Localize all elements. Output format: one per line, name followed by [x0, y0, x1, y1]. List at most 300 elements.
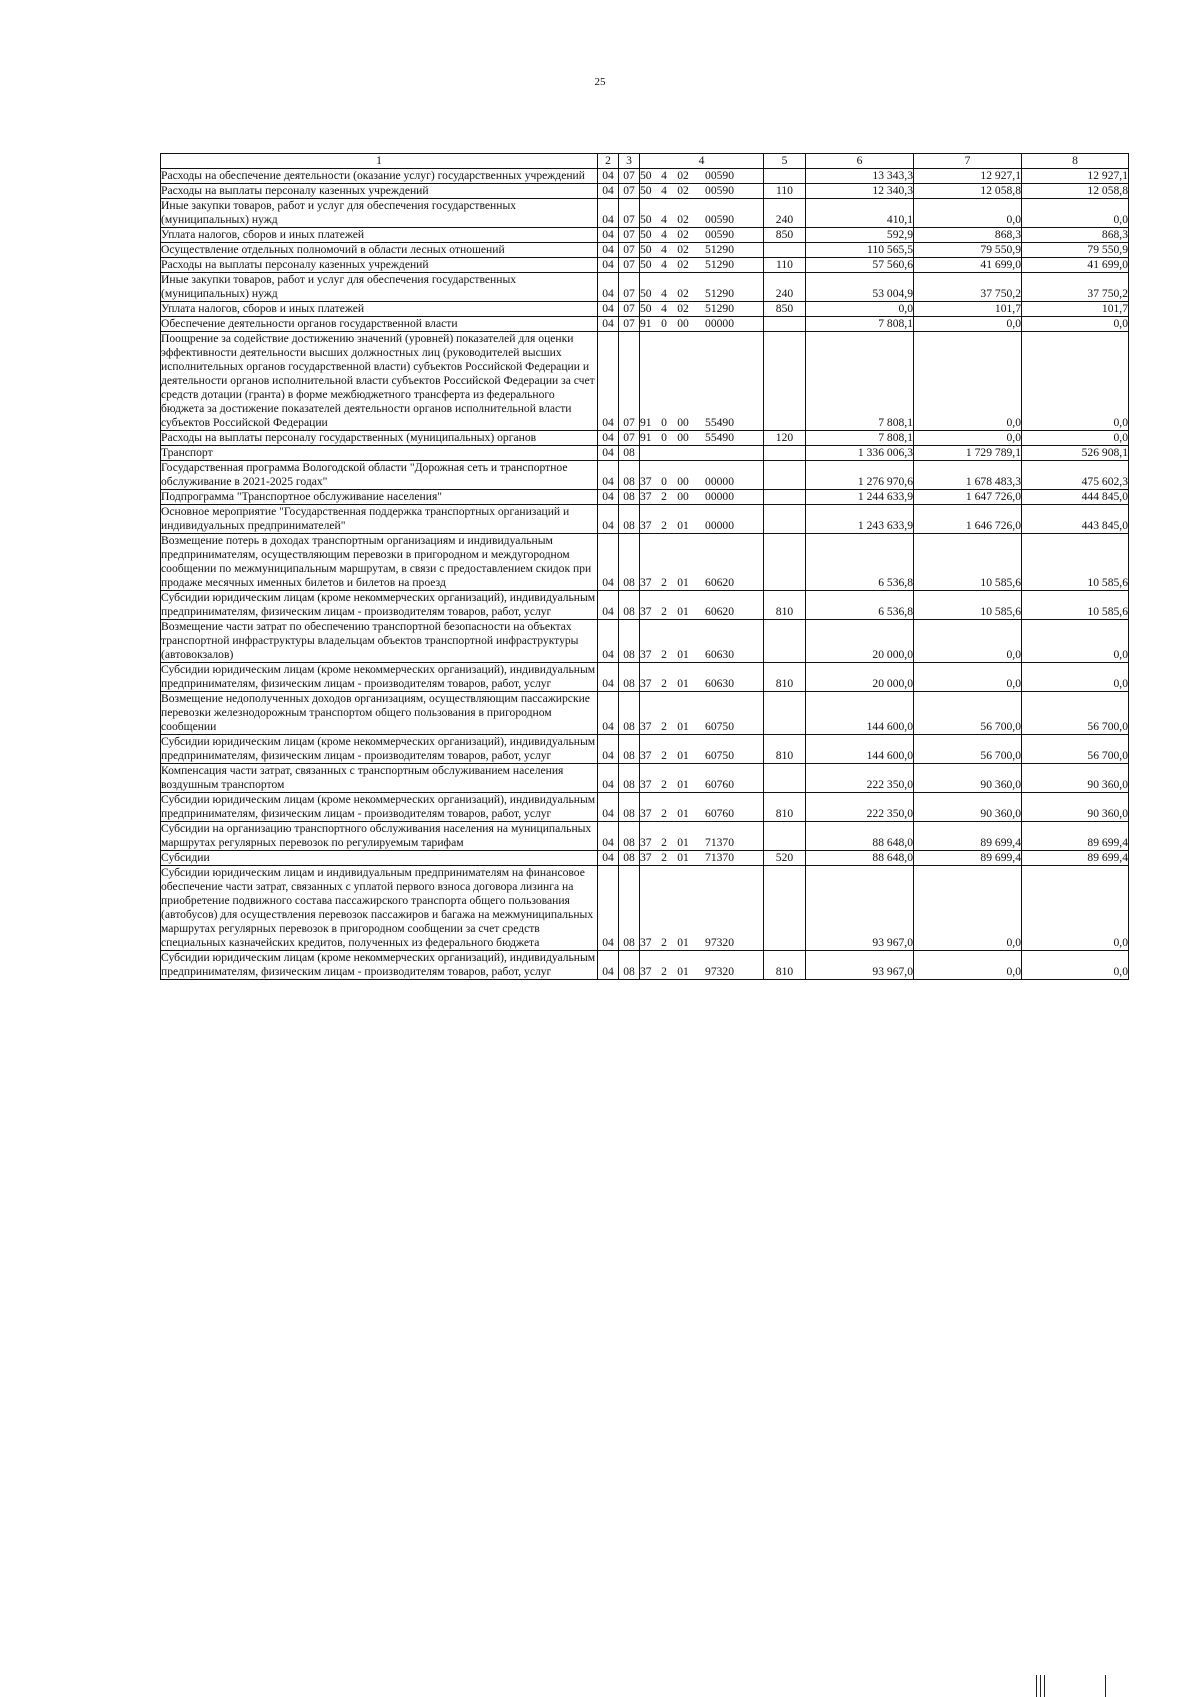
activity-code: 00 [677, 431, 689, 444]
expense-type-code: 810 [764, 663, 806, 692]
amount-col-7: 101,7 [914, 302, 1022, 317]
expense-type-code: 810 [764, 591, 806, 620]
direction-code: 71370 [705, 836, 734, 849]
subprogram-code: 2 [661, 677, 667, 690]
subsection-code: 07 [619, 258, 640, 273]
column-header-7: 7 [914, 154, 1022, 169]
amount-col-7: 1 729 789,1 [914, 446, 1022, 461]
subprogram-code: 2 [661, 749, 667, 762]
target-article-code [640, 169, 764, 184]
header-row [161, 154, 1129, 169]
row-name: Обеспечение деятельности органов государственной власти [161, 317, 598, 332]
expense-type-code: 810 [764, 951, 806, 980]
amount-col-7: 37 750,2 [914, 273, 1022, 302]
amount-col-6: 1 243 633,9 [806, 505, 914, 534]
direction-code: 60630 [705, 677, 734, 690]
row-name: Компенсация части затрат, связанных с транспортным обслуживанием населения воздушным транспортом [161, 764, 598, 793]
row-name: Основное мероприятие "Государственная поддержка транспортных организаций и индивидуальных предпринимателей" [161, 505, 598, 534]
amount-col-7: 0,0 [914, 866, 1022, 951]
section-code: 04 [598, 169, 619, 184]
amount-col-7: 0,0 [914, 199, 1022, 228]
activity-code: 02 [677, 184, 689, 197]
table-row [161, 199, 1129, 228]
section-code: 04 [598, 302, 619, 317]
subsection-code: 08 [619, 866, 640, 951]
program-code: 50 [640, 169, 652, 182]
subprogram-code: 4 [661, 169, 667, 182]
subsection-code: 07 [619, 332, 640, 431]
amount-col-6: 7 808,1 [806, 332, 914, 431]
expense-type-code: 240 [764, 199, 806, 228]
table-row [161, 505, 1129, 534]
subsection-code: 07 [619, 273, 640, 302]
section-code: 04 [598, 822, 619, 851]
amount-col-6: 20 000,0 [806, 620, 914, 663]
expense-type-code: 850 [764, 228, 806, 243]
subsection-code: 08 [619, 951, 640, 980]
target-article-code [640, 951, 764, 980]
activity-code: 01 [677, 851, 689, 864]
amount-col-8: 0,0 [1022, 663, 1129, 692]
subprogram-code: 4 [661, 184, 667, 197]
subsection-code: 07 [619, 228, 640, 243]
table-row [161, 591, 1129, 620]
row-name: Транспорт [161, 446, 598, 461]
activity-code: 01 [677, 936, 689, 949]
expense-type-code [764, 461, 806, 490]
subsection-code: 08 [619, 663, 640, 692]
table-row [161, 490, 1129, 505]
table-row [161, 258, 1129, 273]
subsection-code: 08 [619, 461, 640, 490]
amount-col-8: 10 585,6 [1022, 591, 1129, 620]
expense-type-code [764, 317, 806, 332]
expense-type-code: 520 [764, 851, 806, 866]
amount-col-8: 12 058,8 [1022, 184, 1129, 199]
expense-type-code [764, 169, 806, 184]
subsection-code: 08 [619, 620, 640, 663]
direction-code: 60760 [705, 807, 734, 820]
section-code: 04 [598, 505, 619, 534]
expense-type-code [764, 332, 806, 431]
target-article-code [640, 851, 764, 866]
table-row [161, 332, 1129, 431]
section-code: 04 [598, 735, 619, 764]
row-name: Возмещение потерь в доходах транспортным организациям и индивидуальным предпринимателям, осуществляющим перевозки в пригородном и междугородном сообщении по межмуниципальным маршрутам, в связи с предоставлением скидок при продаже месячных именных билетов и билетов на проезд [161, 534, 598, 591]
table-row [161, 663, 1129, 692]
row-name: Иные закупки товаров, работ и услуг для обеспечения государственных (муниципальных) нужд [161, 199, 598, 228]
target-article-code [640, 692, 764, 735]
amount-col-8: 90 360,0 [1022, 764, 1129, 793]
row-name: Субсидии юридическим лицам (кроме некоммерческих организаций), индивидуальным предпринимателям, физическим лицам - производителям товаров, работ, услуг [161, 951, 598, 980]
activity-code: 01 [677, 720, 689, 733]
amount-col-6: 20 000,0 [806, 663, 914, 692]
table-row [161, 822, 1129, 851]
program-code: 37 [640, 965, 652, 978]
amount-col-7: 79 550,9 [914, 243, 1022, 258]
target-article-code [640, 273, 764, 302]
program-code: 50 [640, 243, 652, 256]
expense-type-code: 110 [764, 184, 806, 199]
amount-col-7: 0,0 [914, 951, 1022, 980]
amount-col-8: 90 360,0 [1022, 793, 1129, 822]
amount-col-8: 10 585,6 [1022, 534, 1129, 591]
subprogram-code: 2 [661, 519, 667, 532]
program-code: 37 [640, 836, 652, 849]
amount-col-6: 53 004,9 [806, 273, 914, 302]
row-name: Расходы на обеспечение деятельности (оказание услуг) государственных учреждений [161, 169, 598, 184]
table-body [161, 169, 1129, 980]
activity-code: 02 [677, 243, 689, 256]
amount-col-6: 592,9 [806, 228, 914, 243]
amount-col-7: 41 699,0 [914, 258, 1022, 273]
amount-col-6: 6 536,8 [806, 534, 914, 591]
row-name: Субсидии юридическим лицам (кроме некоммерческих организаций), индивидуальным предпринимателям, физическим лицам - производителям товаров, работ, услуг [161, 735, 598, 764]
target-article-code [640, 199, 764, 228]
amount-col-7: 10 585,6 [914, 534, 1022, 591]
column-header-8: 8 [1022, 154, 1129, 169]
amount-col-7: 0,0 [914, 332, 1022, 431]
amount-col-6: 57 560,6 [806, 258, 914, 273]
target-article-code [640, 302, 764, 317]
section-code: 04 [598, 431, 619, 446]
activity-code: 02 [677, 302, 689, 315]
row-name: Расходы на выплаты персоналу казенных учреждений [161, 184, 598, 199]
activity-code: 00 [677, 416, 689, 429]
amount-col-6: 7 808,1 [806, 431, 914, 446]
activity-code: 01 [677, 648, 689, 661]
scan-mark [1044, 1675, 1045, 1697]
target-article-code [640, 866, 764, 951]
amount-col-8: 37 750,2 [1022, 273, 1129, 302]
subprogram-code: 4 [661, 287, 667, 300]
program-code: 50 [640, 228, 652, 241]
subprogram-code: 4 [661, 213, 667, 226]
amount-col-8: 444 845,0 [1022, 490, 1129, 505]
amount-col-6: 93 967,0 [806, 866, 914, 951]
program-code: 37 [640, 807, 652, 820]
subsection-code: 08 [619, 692, 640, 735]
scan-mark [1036, 1675, 1037, 1697]
subsection-code: 08 [619, 534, 640, 591]
section-code: 04 [598, 764, 619, 793]
subprogram-code: 2 [661, 836, 667, 849]
table-row [161, 764, 1129, 793]
program-code: 91 [640, 431, 652, 444]
column-header-4: 4 [640, 154, 764, 169]
amount-col-7: 0,0 [914, 663, 1022, 692]
target-article-code [640, 663, 764, 692]
amount-col-7: 0,0 [914, 620, 1022, 663]
direction-code: 00590 [705, 184, 734, 197]
row-name: Уплата налогов, сборов и иных платежей [161, 228, 598, 243]
program-code: 37 [640, 749, 652, 762]
subprogram-code: 2 [661, 851, 667, 864]
row-name: Возмещение части затрат по обеспечению транспортной безопасности на объектах транспортной инфраструктуры владельцам объектов транспортной инфраструктуры (автовокзалов) [161, 620, 598, 663]
column-header-2: 2 [598, 154, 619, 169]
section-code: 04 [598, 273, 619, 302]
section-code: 04 [598, 184, 619, 199]
direction-code: 00000 [705, 519, 734, 532]
direction-code: 51290 [705, 302, 734, 315]
program-code: 91 [640, 416, 652, 429]
target-article-code [640, 591, 764, 620]
activity-code: 01 [677, 778, 689, 791]
direction-code: 55490 [705, 416, 734, 429]
row-name: Возмещение недополученных доходов организациям, осуществляющим пассажирские перевозки железнодорожным транспортом общего пользования в пригородном сообщении [161, 692, 598, 735]
target-article-code [640, 822, 764, 851]
table-row [161, 793, 1129, 822]
target-article-code [640, 431, 764, 446]
program-code: 37 [640, 519, 652, 532]
amount-col-8: 101,7 [1022, 302, 1129, 317]
activity-code: 01 [677, 807, 689, 820]
amount-col-8: 0,0 [1022, 431, 1129, 446]
amount-col-7: 0,0 [914, 317, 1022, 332]
section-code: 04 [598, 258, 619, 273]
subsection-code: 07 [619, 302, 640, 317]
amount-col-8: 0,0 [1022, 620, 1129, 663]
subsection-code: 07 [619, 169, 640, 184]
row-name: Расходы на выплаты персоналу казенных учреждений [161, 258, 598, 273]
program-code: 37 [640, 720, 652, 733]
amount-col-8: 56 700,0 [1022, 735, 1129, 764]
table-row [161, 851, 1129, 866]
section-code: 04 [598, 663, 619, 692]
amount-col-7: 89 699,4 [914, 851, 1022, 866]
section-code: 04 [598, 692, 619, 735]
subsection-code: 07 [619, 184, 640, 199]
amount-col-8: 12 927,1 [1022, 169, 1129, 184]
target-article-code [640, 620, 764, 663]
target-article-code [640, 534, 764, 591]
amount-col-8: 0,0 [1022, 951, 1129, 980]
amount-col-7: 56 700,0 [914, 735, 1022, 764]
table-row [161, 866, 1129, 951]
section-code: 04 [598, 951, 619, 980]
subsection-code: 08 [619, 591, 640, 620]
column-header-6: 6 [806, 154, 914, 169]
table-row [161, 461, 1129, 490]
table-row [161, 302, 1129, 317]
amount-col-7: 12 927,1 [914, 169, 1022, 184]
activity-code: 01 [677, 749, 689, 762]
section-code: 04 [598, 199, 619, 228]
table-row [161, 317, 1129, 332]
subsection-code: 07 [619, 431, 640, 446]
target-article-code [640, 184, 764, 199]
program-code: 37 [640, 648, 652, 661]
target-article-code [640, 490, 764, 505]
row-name: Субсидии юридическим лицам и индивидуальным предпринимателям на финансовое обеспечение части затрат, связанных с уплатой первого взноса договора лизинга на приобретение подвижного состава пассажирского транспорта общего пользования (автобусов) для осуществления перевозок пассажиров и багажа на межмуниципальных маршрутах регулярных перевозок в пригородном сообщении за счет средств специальных казначейских кредитов, полученных из федерального бюджета [161, 866, 598, 951]
expense-type-code: 120 [764, 431, 806, 446]
table-row [161, 951, 1129, 980]
subprogram-code: 2 [661, 936, 667, 949]
amount-col-6: 222 350,0 [806, 793, 914, 822]
section-code: 04 [598, 591, 619, 620]
activity-code: 01 [677, 576, 689, 589]
subprogram-code: 2 [661, 490, 667, 503]
subprogram-code: 2 [661, 778, 667, 791]
activity-code: 01 [677, 605, 689, 618]
section-code: 04 [598, 228, 619, 243]
amount-col-8: 0,0 [1022, 866, 1129, 951]
subsection-code: 08 [619, 735, 640, 764]
activity-code: 00 [677, 490, 689, 503]
target-article-code [640, 332, 764, 431]
amount-col-8: 0,0 [1022, 332, 1129, 431]
column-header-5: 5 [764, 154, 806, 169]
amount-col-8: 526 908,1 [1022, 446, 1129, 461]
amount-col-6: 1 276 970,6 [806, 461, 914, 490]
row-name: Субсидии юридическим лицам (кроме некоммерческих организаций), индивидуальным предпринимателям, физическим лицам - производителям товаров, работ, услуг [161, 591, 598, 620]
table-row [161, 692, 1129, 735]
activity-code: 01 [677, 677, 689, 690]
program-code: 50 [640, 302, 652, 315]
section-code: 04 [598, 317, 619, 332]
scan-mark [1105, 1675, 1106, 1697]
direction-code: 60750 [705, 720, 734, 733]
amount-col-8: 56 700,0 [1022, 692, 1129, 735]
program-code: 37 [640, 677, 652, 690]
subprogram-code: 4 [661, 228, 667, 241]
program-code: 37 [640, 778, 652, 791]
activity-code: 00 [677, 475, 689, 488]
section-code: 04 [598, 243, 619, 258]
amount-col-6: 13 343,3 [806, 169, 914, 184]
table-row [161, 184, 1129, 199]
direction-code: 97320 [705, 936, 734, 949]
direction-code: 00590 [705, 169, 734, 182]
amount-col-8: 475 602,3 [1022, 461, 1129, 490]
direction-code: 00590 [705, 213, 734, 226]
amount-col-6: 410,1 [806, 199, 914, 228]
direction-code: 00590 [705, 228, 734, 241]
amount-col-7: 1 646 726,0 [914, 505, 1022, 534]
expense-type-code [764, 620, 806, 663]
program-code: 37 [640, 936, 652, 949]
column-header-1: 1 [161, 154, 598, 169]
row-name: Субсидии юридическим лицам (кроме некоммерческих организаций), индивидуальным предпринимателям, физическим лицам - производителям товаров, работ, услуг [161, 793, 598, 822]
subsection-code: 08 [619, 490, 640, 505]
target-article-code [640, 764, 764, 793]
table-row [161, 735, 1129, 764]
activity-code: 02 [677, 213, 689, 226]
target-article-code [640, 793, 764, 822]
subprogram-code: 0 [661, 475, 667, 488]
activity-code: 01 [677, 519, 689, 532]
expense-type-code [764, 446, 806, 461]
subprogram-code: 2 [661, 807, 667, 820]
amount-col-6: 1 336 006,3 [806, 446, 914, 461]
target-article-code [640, 317, 764, 332]
target-article-code [640, 505, 764, 534]
target-article-code [640, 258, 764, 273]
expense-type-code [764, 866, 806, 951]
section-code: 04 [598, 534, 619, 591]
activity-code: 02 [677, 287, 689, 300]
activity-code: 02 [677, 258, 689, 271]
amount-col-7: 12 058,8 [914, 184, 1022, 199]
amount-col-8: 868,3 [1022, 228, 1129, 243]
subsection-code: 08 [619, 822, 640, 851]
program-code: 37 [640, 576, 652, 589]
amount-col-7: 1 647 726,0 [914, 490, 1022, 505]
subprogram-code: 2 [661, 576, 667, 589]
direction-code: 71370 [705, 851, 734, 864]
activity-code: 01 [677, 965, 689, 978]
expense-type-code: 810 [764, 735, 806, 764]
row-name: Субсидии юридическим лицам (кроме некоммерческих организаций), индивидуальным предпринимателям, физическим лицам - производителям товаров, работ, услуг [161, 663, 598, 692]
amount-col-7: 0,0 [914, 431, 1022, 446]
direction-code: 60620 [705, 576, 734, 589]
subprogram-code: 0 [661, 317, 667, 330]
expense-type-code: 240 [764, 273, 806, 302]
direction-code: 51290 [705, 258, 734, 271]
direction-code: 60750 [705, 749, 734, 762]
table-row [161, 273, 1129, 302]
direction-code: 60620 [705, 605, 734, 618]
table-row [161, 169, 1129, 184]
subsection-code: 07 [619, 199, 640, 228]
expense-type-code [764, 505, 806, 534]
amount-col-7: 1 678 483,3 [914, 461, 1022, 490]
amount-col-6: 12 340,3 [806, 184, 914, 199]
amount-col-6: 88 648,0 [806, 822, 914, 851]
row-name: Субсидии [161, 851, 598, 866]
amount-col-6: 93 967,0 [806, 951, 914, 980]
amount-col-7: 10 585,6 [914, 591, 1022, 620]
amount-col-6: 0,0 [806, 302, 914, 317]
subprogram-code: 2 [661, 648, 667, 661]
section-code: 04 [598, 866, 619, 951]
subprogram-code: 2 [661, 605, 667, 618]
program-code: 37 [640, 475, 652, 488]
amount-col-8: 0,0 [1022, 199, 1129, 228]
scan-mark [1040, 1675, 1041, 1697]
table-row [161, 620, 1129, 663]
row-name: Уплата налогов, сборов и иных платежей [161, 302, 598, 317]
amount-col-8: 41 699,0 [1022, 258, 1129, 273]
subsection-code: 08 [619, 505, 640, 534]
table-row [161, 228, 1129, 243]
subsection-code: 08 [619, 764, 640, 793]
direction-code: 60630 [705, 648, 734, 661]
amount-col-8: 0,0 [1022, 317, 1129, 332]
amount-col-6: 144 600,0 [806, 735, 914, 764]
expense-type-code [764, 490, 806, 505]
subsection-code: 07 [619, 317, 640, 332]
amount-col-6: 144 600,0 [806, 692, 914, 735]
subsection-code: 07 [619, 243, 640, 258]
row-name: Субсидии на организацию транспортного обслуживания населения на муниципальных маршрутах регулярных перевозок по регулируемым тарифам [161, 822, 598, 851]
activity-code: 01 [677, 836, 689, 849]
section-code: 04 [598, 851, 619, 866]
amount-col-6: 110 565,5 [806, 243, 914, 258]
page-number: 25 [594, 76, 606, 88]
amount-col-6: 88 648,0 [806, 851, 914, 866]
direction-code: 00000 [705, 475, 734, 488]
program-code: 50 [640, 258, 652, 271]
direction-code: 60760 [705, 778, 734, 791]
target-article-code [640, 243, 764, 258]
direction-code: 00000 [705, 490, 734, 503]
section-code: 04 [598, 332, 619, 431]
subprogram-code: 4 [661, 302, 667, 315]
section-code: 04 [598, 793, 619, 822]
column-header-3: 3 [619, 154, 640, 169]
subprogram-code: 2 [661, 965, 667, 978]
